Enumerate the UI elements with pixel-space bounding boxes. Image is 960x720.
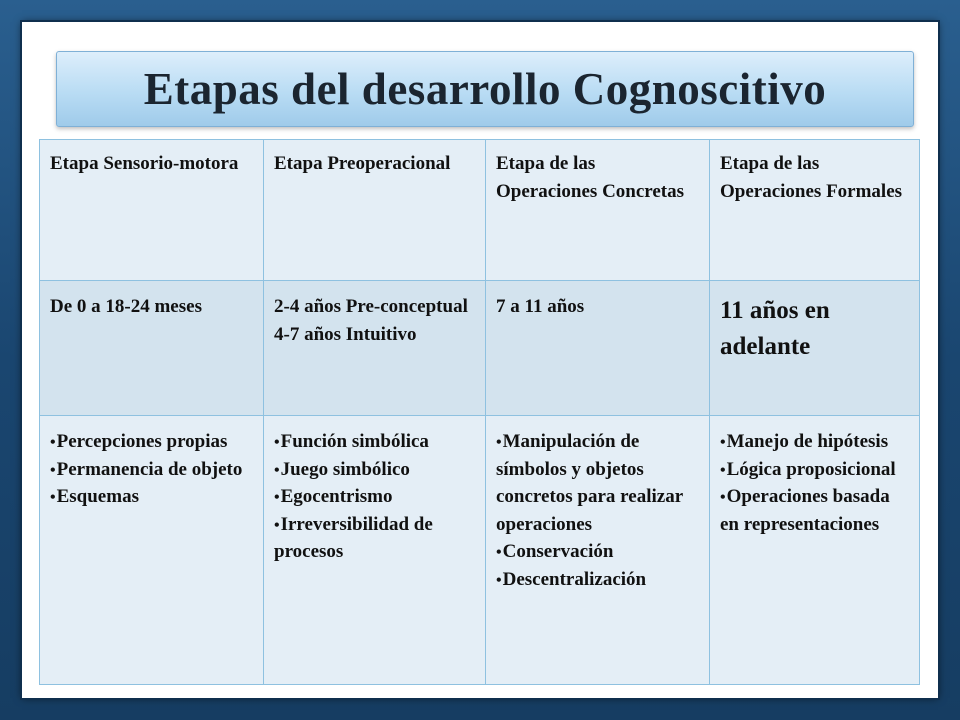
stage-cell: Etapa de las Operaciones Concretas	[486, 140, 710, 281]
list-item: •Permanencia de objeto	[50, 458, 243, 480]
features-cell	[40, 416, 264, 685]
list-item: •Operaciones basada en representaciones	[720, 486, 890, 535]
list-item: •Juego simbólico	[274, 458, 410, 480]
table-row-features	[40, 416, 920, 685]
list-item: •Descentralización	[496, 568, 647, 590]
age-line: 7 a 11 años	[496, 296, 585, 317]
list-item: •Irreversibilidad de procesos	[274, 513, 433, 563]
age-line: 2-4 años Pre-conceptual	[274, 296, 468, 317]
stage-cell: Etapa Preoperacional	[264, 140, 486, 281]
list-item: •Manejo de hipótesis	[720, 431, 889, 452]
bullet-icon: •	[720, 461, 726, 479]
features-cell	[264, 416, 486, 685]
list-item: •Percepciones propias	[50, 431, 228, 452]
age-cell	[710, 281, 920, 416]
features-cell	[486, 416, 710, 685]
list-item: •Función simbólica	[274, 431, 429, 452]
stages-table	[39, 139, 920, 685]
list-item: •Lógica proposicional	[720, 458, 896, 480]
age-cell	[486, 281, 710, 416]
list-item: •Esquemas	[50, 486, 139, 508]
age-cell	[40, 281, 264, 416]
bullet-icon: •	[496, 434, 502, 451]
list-item: •Egocentrismo	[274, 486, 393, 508]
age-cell	[264, 281, 486, 416]
bullet-icon: •	[50, 489, 56, 507]
stage-cell: Etapa de las Operaciones Formales	[710, 140, 920, 281]
bullet-icon: •	[274, 516, 280, 534]
list-item: •Conservación	[496, 541, 614, 563]
age-line: 4-7 años Intuitivo	[274, 323, 417, 345]
features-cell	[710, 416, 920, 685]
bullet-icon: •	[274, 489, 280, 507]
bullet-icon: •	[720, 434, 726, 451]
bullet-icon: •	[720, 489, 726, 507]
title-bar	[56, 51, 914, 127]
bullet-icon: •	[274, 461, 280, 479]
age-line: 11 años en adelante	[720, 297, 830, 361]
bullet-icon: •	[496, 544, 502, 562]
stage-cell: Etapa Sensorio-motora	[40, 140, 264, 281]
bullet-icon: •	[50, 434, 56, 451]
table-row-ages	[40, 281, 920, 416]
table-row-stages	[40, 140, 920, 281]
page-title: Etapas del desarrollo Cognoscitivo	[143, 64, 827, 114]
bullet-icon: •	[274, 434, 280, 451]
list-item: •Manipulación de símbolos y objetos concretos para realizar operaciones	[496, 431, 683, 535]
bullet-icon: •	[496, 571, 502, 589]
age-line: De 0 a 18-24 meses	[50, 296, 202, 317]
bullet-icon: •	[50, 461, 56, 479]
